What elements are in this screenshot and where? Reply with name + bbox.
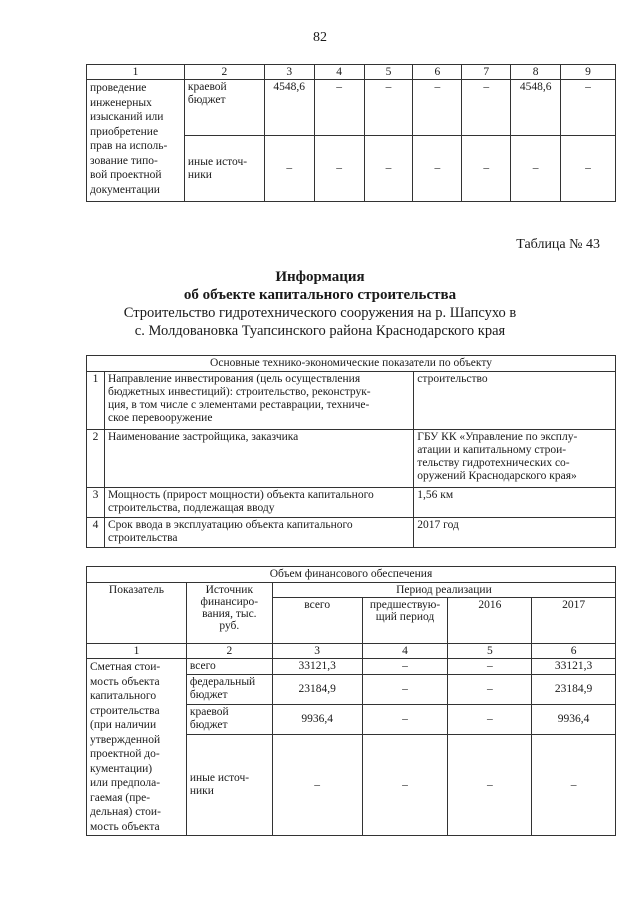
table-row	[87, 80, 616, 136]
value-cell: 33121,3	[532, 659, 616, 675]
value-cell: –	[462, 80, 511, 136]
col-header: 2	[184, 65, 264, 80]
value-cell: –	[413, 136, 462, 202]
column-numbers-row	[87, 644, 616, 659]
row-value: строительство	[414, 372, 616, 430]
value-cell: 23184,9	[532, 675, 616, 705]
source-cell: федеральный бюджет	[186, 675, 272, 705]
col-number: 6	[532, 644, 616, 659]
table-caption: Объем финансового обеспечения	[87, 567, 616, 583]
col-header-total: всего	[272, 598, 362, 644]
indicators-table	[86, 355, 616, 548]
value-cell: –	[561, 80, 616, 136]
col-header: 7	[462, 65, 511, 80]
value-cell: –	[462, 136, 511, 202]
doc-subtitle-1: Строительство гидротехнического сооружения на р. Шапсухо в	[123, 305, 517, 321]
indicator-cell: Сметная стои- мость объекта капитального строительства (при наличии утвержденной проектной до- кументации) или предпола- гаемая (пре- дельная) стои- мость объекта	[87, 659, 187, 836]
value-cell: 4548,6	[264, 80, 314, 136]
table-row	[87, 430, 616, 488]
table-row	[87, 659, 616, 675]
col-number: 5	[448, 644, 532, 659]
table-caption: Основные технико-экономические показатели по объекту	[87, 356, 616, 372]
table-row	[87, 518, 616, 548]
col-number: 3	[272, 644, 362, 659]
value-cell: –	[264, 136, 314, 202]
value-cell: –	[413, 80, 462, 136]
col-number: 1	[87, 644, 187, 659]
table-number: Таблица № 43	[516, 237, 600, 252]
table-row	[87, 372, 616, 430]
value-cell: –	[448, 735, 532, 836]
row-number: 2	[87, 430, 105, 488]
indicator-cell: проведение инженерных изысканий или приобретение прав на исполь- зование типо- вой проектной документации	[87, 80, 185, 202]
value-cell: –	[448, 705, 532, 735]
row-label: Направление инвестирования (цель осуществления бюджетных инвестиций): строительство, реконструк- ция, в том числе с элементами реставрации, техниче- ское перевооружение	[104, 372, 413, 430]
col-header: 4	[314, 65, 364, 80]
col-header: 6	[413, 65, 462, 80]
doc-subtitle-2: с. Молдовановка Туапсинского района Краснодарского края	[134, 323, 506, 339]
value-cell: –	[362, 705, 448, 735]
row-label: Срок ввода в эксплуатацию объекта капитального строительства	[104, 518, 413, 548]
value-cell: 33121,3	[272, 659, 362, 675]
col-header: 1	[87, 65, 185, 80]
value-cell: 9936,4	[272, 705, 362, 735]
finance-table	[86, 566, 616, 836]
col-header: 9	[561, 65, 616, 80]
row-number: 4	[87, 518, 105, 548]
value-cell: 9936,4	[532, 705, 616, 735]
top-table	[86, 64, 616, 202]
table-caption-row	[87, 356, 616, 372]
col-header: 5	[364, 65, 413, 80]
value-cell: –	[272, 735, 362, 836]
header-row	[87, 583, 616, 598]
source-cell: краевой бюджет	[184, 80, 264, 136]
value-cell: –	[364, 136, 413, 202]
value-cell: 23184,9	[272, 675, 362, 705]
col-header-source: Источник финансиро- вания, тыс. руб.	[186, 583, 272, 644]
value-cell: 4548,6	[511, 80, 561, 136]
col-header-2017: 2017	[532, 598, 616, 644]
source-cell: краевой бюджет	[186, 705, 272, 735]
value-cell: –	[362, 659, 448, 675]
source-cell: всего	[186, 659, 272, 675]
col-header-indicator: Показатель	[87, 583, 187, 644]
row-value: 1,56 км	[414, 488, 616, 518]
col-header-period: Период реализации	[272, 583, 615, 598]
row-label: Наименование застройщика, заказчика	[104, 430, 413, 488]
value-cell: –	[532, 735, 616, 836]
col-header-2016: 2016	[448, 598, 532, 644]
value-cell: –	[362, 675, 448, 705]
col-header-previous: предшествую- щий период	[362, 598, 448, 644]
value-cell: –	[314, 136, 364, 202]
value-cell: –	[561, 136, 616, 202]
page-number: 82	[313, 30, 327, 45]
top-table-header-row	[87, 65, 616, 80]
col-number: 2	[186, 644, 272, 659]
table-caption-row	[87, 567, 616, 583]
col-header: 3	[264, 65, 314, 80]
table-row	[87, 488, 616, 518]
col-number: 4	[362, 644, 448, 659]
value-cell: –	[362, 735, 448, 836]
source-cell: иные источ- ники	[186, 735, 272, 836]
row-label: Мощность (прирост мощности) объекта капитального строительства, подлежащая вводу	[104, 488, 413, 518]
value-cell: –	[448, 659, 532, 675]
value-cell: –	[448, 675, 532, 705]
value-cell: –	[314, 80, 364, 136]
row-number: 3	[87, 488, 105, 518]
row-value: 2017 год	[414, 518, 616, 548]
row-number: 1	[87, 372, 105, 430]
doc-title-2: об объекте капитального строительства	[183, 287, 457, 303]
source-cell: иные источ- ники	[184, 136, 264, 202]
col-header: 8	[511, 65, 561, 80]
value-cell: –	[511, 136, 561, 202]
doc-title: Информация	[275, 269, 365, 285]
row-value: ГБУ КК «Управление по эксплу- атации и капитальному строи- тельству гидротехнических со- оружений Краснодарского края»	[414, 430, 616, 488]
value-cell: –	[364, 80, 413, 136]
